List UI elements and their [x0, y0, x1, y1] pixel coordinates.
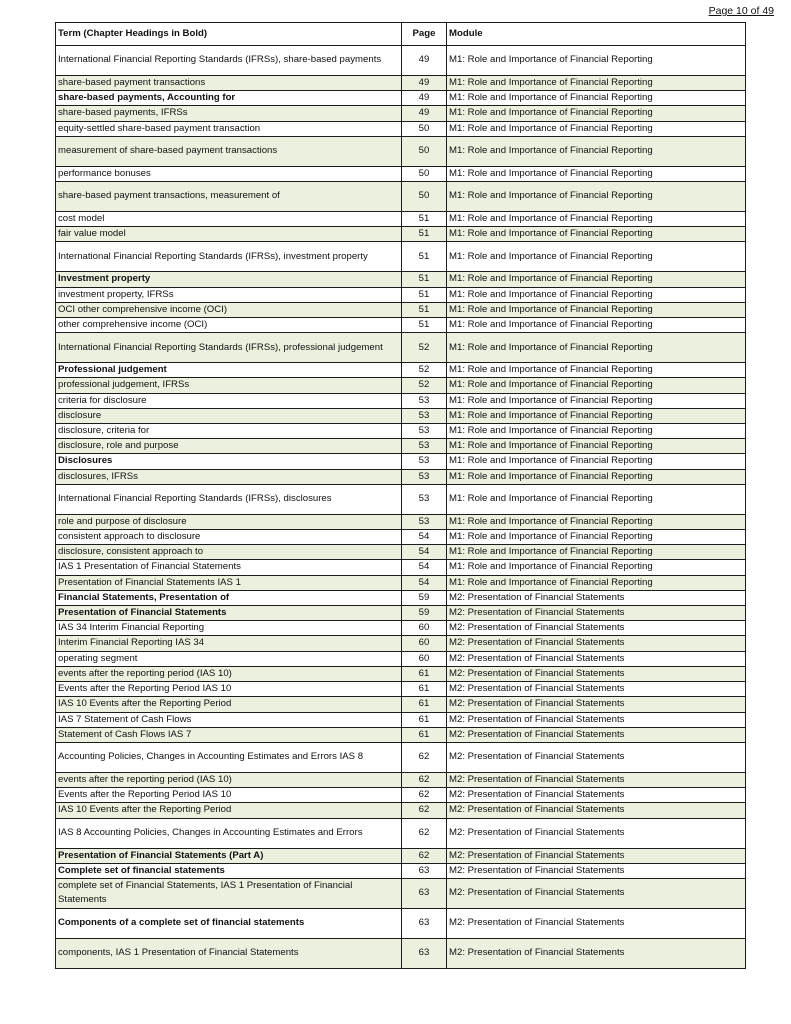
table-row: [56, 182, 746, 212]
row-page: 61: [402, 666, 447, 681]
row-page: 60: [402, 651, 447, 666]
row-page: 62: [402, 772, 447, 787]
row-page: 61: [402, 682, 447, 697]
row-module: M2: Presentation of Financial Statements: [447, 727, 746, 742]
row-page: 62: [402, 818, 447, 848]
table-row: [56, 272, 746, 287]
row-module: M2: Presentation of Financial Statements: [447, 803, 746, 818]
row-page: 63: [402, 938, 447, 968]
row-module: M1: Role and Importance of Financial Reporting: [447, 121, 746, 136]
row-term: Events after the Reporting Period IAS 10: [56, 682, 402, 697]
row-term: IAS 10 Events after the Reporting Period: [56, 803, 402, 818]
row-module: M2: Presentation of Financial Statements: [447, 666, 746, 681]
row-module: M1: Role and Importance of Financial Reporting: [447, 545, 746, 560]
table-row: [56, 408, 746, 423]
row-module: M2: Presentation of Financial Statements: [447, 878, 746, 908]
row-module: M1: Role and Importance of Financial Reporting: [447, 439, 746, 454]
table-row: [56, 651, 746, 666]
table-row: [56, 469, 746, 484]
row-page: 51: [402, 212, 447, 227]
row-module: M2: Presentation of Financial Statements: [447, 682, 746, 697]
row-page: 51: [402, 287, 447, 302]
table-row: [56, 424, 746, 439]
table-row: [56, 742, 746, 772]
row-term: events after the reporting period (IAS 10): [56, 666, 402, 681]
row-module: M2: Presentation of Financial Statements: [447, 697, 746, 712]
row-term: professional judgement, IFRSs: [56, 378, 402, 393]
table-row: [56, 606, 746, 621]
row-term: Components of a complete set of financial statements: [56, 908, 402, 938]
row-term: International Financial Reporting Standards (IFRSs), professional judgement: [56, 333, 402, 363]
row-page: 51: [402, 272, 447, 287]
table-row: [56, 514, 746, 529]
table-row: [56, 697, 746, 712]
table-row: [56, 803, 746, 818]
row-term: disclosures, IFRSs: [56, 469, 402, 484]
row-term: IAS 8 Accounting Policies, Changes in Accounting Estimates and Errors: [56, 818, 402, 848]
table-row: [56, 212, 746, 227]
row-page: 50: [402, 182, 447, 212]
row-term: share-based payment transactions, measurement of: [56, 182, 402, 212]
row-page: 60: [402, 621, 447, 636]
row-page: 63: [402, 908, 447, 938]
row-term: disclosure: [56, 408, 402, 423]
row-page: 49: [402, 106, 447, 121]
row-module: M2: Presentation of Financial Statements: [447, 590, 746, 605]
row-term: performance bonuses: [56, 166, 402, 181]
table-row: [56, 712, 746, 727]
table-row: [56, 818, 746, 848]
row-module: M1: Role and Importance of Financial Reporting: [447, 212, 746, 227]
table-row: [56, 772, 746, 787]
table-row: [56, 106, 746, 121]
row-term: measurement of share-based payment transactions: [56, 136, 402, 166]
row-module: M1: Role and Importance of Financial Reporting: [447, 333, 746, 363]
table-row: [56, 788, 746, 803]
row-module: M1: Role and Importance of Financial Reporting: [447, 136, 746, 166]
row-term: International Financial Reporting Standards (IFRSs), share-based payments: [56, 46, 402, 76]
row-term: Accounting Policies, Changes in Accounting Estimates and Errors IAS 8: [56, 742, 402, 772]
row-module: M1: Role and Importance of Financial Reporting: [447, 484, 746, 514]
row-page: 51: [402, 302, 447, 317]
row-module: M1: Role and Importance of Financial Reporting: [447, 166, 746, 181]
row-term: investment property, IFRSs: [56, 287, 402, 302]
row-term: disclosure, criteria for: [56, 424, 402, 439]
row-module: M2: Presentation of Financial Statements: [447, 908, 746, 938]
row-module: M2: Presentation of Financial Statements: [447, 772, 746, 787]
row-page: 59: [402, 606, 447, 621]
row-module: M2: Presentation of Financial Statements: [447, 606, 746, 621]
row-term: Events after the Reporting Period IAS 10: [56, 788, 402, 803]
row-module: M1: Role and Importance of Financial Reporting: [447, 454, 746, 469]
row-page: 53: [402, 454, 447, 469]
row-module: M2: Presentation of Financial Statements: [447, 621, 746, 636]
table-row: [56, 484, 746, 514]
row-term: International Financial Reporting Standards (IFRSs), investment property: [56, 242, 402, 272]
header-row: [56, 23, 746, 46]
table-row: [56, 590, 746, 605]
row-module: M2: Presentation of Financial Statements: [447, 863, 746, 878]
table-row: [56, 878, 746, 908]
row-page: 54: [402, 575, 447, 590]
row-module: M1: Role and Importance of Financial Reporting: [447, 46, 746, 76]
row-term: Professional judgement: [56, 363, 402, 378]
row-term: share-based payment transactions: [56, 76, 402, 91]
header-term: Term (Chapter Headings in Bold): [56, 23, 402, 46]
table-row: [56, 727, 746, 742]
table-row: [56, 76, 746, 91]
table-row: [56, 621, 746, 636]
row-module: M2: Presentation of Financial Statements: [447, 742, 746, 772]
table-row: [56, 166, 746, 181]
row-page: 62: [402, 742, 447, 772]
row-page: 53: [402, 439, 447, 454]
row-term: Complete set of financial statements: [56, 863, 402, 878]
row-term: complete set of Financial Statements, IAS 1 Presentation of Financial Statements: [56, 878, 402, 908]
row-module: M1: Role and Importance of Financial Reporting: [447, 302, 746, 317]
table-row: [56, 560, 746, 575]
row-module: M1: Role and Importance of Financial Reporting: [447, 560, 746, 575]
row-module: M2: Presentation of Financial Statements: [447, 636, 746, 651]
row-term: International Financial Reporting Standards (IFRSs), disclosures: [56, 484, 402, 514]
row-page: 61: [402, 727, 447, 742]
row-page: 59: [402, 590, 447, 605]
row-term: IAS 34 Interim Financial Reporting: [56, 621, 402, 636]
row-term: share-based payments, IFRSs: [56, 106, 402, 121]
row-module: M1: Role and Importance of Financial Reporting: [447, 318, 746, 333]
row-term: disclosure, consistent approach to: [56, 545, 402, 560]
row-page: 50: [402, 136, 447, 166]
row-page: 54: [402, 560, 447, 575]
row-module: M1: Role and Importance of Financial Reporting: [447, 530, 746, 545]
row-page: 53: [402, 424, 447, 439]
row-page: 52: [402, 363, 447, 378]
row-page: 51: [402, 318, 447, 333]
row-page: 52: [402, 333, 447, 363]
row-term: OCI other comprehensive income (OCI): [56, 302, 402, 317]
row-page: 53: [402, 514, 447, 529]
row-page: 61: [402, 712, 447, 727]
table-row: [56, 227, 746, 242]
row-page: 63: [402, 863, 447, 878]
table-row: [56, 287, 746, 302]
row-term: IAS 1 Presentation of Financial Statements: [56, 560, 402, 575]
row-term: Presentation of Financial Statements (Part A): [56, 848, 402, 863]
table-row: [56, 121, 746, 136]
row-term: IAS 7 Statement of Cash Flows: [56, 712, 402, 727]
row-page: 54: [402, 530, 447, 545]
row-module: M1: Role and Importance of Financial Reporting: [447, 227, 746, 242]
row-term: criteria for disclosure: [56, 393, 402, 408]
row-module: M2: Presentation of Financial Statements: [447, 818, 746, 848]
header-page: Page: [402, 23, 447, 46]
row-module: M1: Role and Importance of Financial Reporting: [447, 393, 746, 408]
row-page: 53: [402, 393, 447, 408]
row-module: M1: Role and Importance of Financial Reporting: [447, 242, 746, 272]
row-page: 50: [402, 166, 447, 181]
row-term: IAS 10 Events after the Reporting Period: [56, 697, 402, 712]
row-module: M1: Role and Importance of Financial Reporting: [447, 514, 746, 529]
table-row: [56, 636, 746, 651]
row-page: 54: [402, 545, 447, 560]
row-module: M1: Role and Importance of Financial Reporting: [447, 363, 746, 378]
header-module: Module: [447, 23, 746, 46]
row-module: M1: Role and Importance of Financial Reporting: [447, 287, 746, 302]
row-module: M1: Role and Importance of Financial Reporting: [447, 469, 746, 484]
row-page: 53: [402, 484, 447, 514]
row-page: 62: [402, 803, 447, 818]
row-page: 63: [402, 878, 447, 908]
row-term: cost model: [56, 212, 402, 227]
row-module: M1: Role and Importance of Financial Reporting: [447, 76, 746, 91]
row-term: Financial Statements, Presentation of: [56, 590, 402, 605]
table-row: [56, 545, 746, 560]
row-module: M1: Role and Importance of Financial Reporting: [447, 106, 746, 121]
row-page: 49: [402, 76, 447, 91]
row-page: 53: [402, 408, 447, 423]
row-term: role and purpose of disclosure: [56, 514, 402, 529]
row-page: 49: [402, 46, 447, 76]
table-row: [56, 333, 746, 363]
row-term: share-based payments, Accounting for: [56, 91, 402, 106]
index-table: [55, 22, 746, 969]
row-page: 61: [402, 697, 447, 712]
row-module: M2: Presentation of Financial Statements: [447, 788, 746, 803]
row-module: M1: Role and Importance of Financial Reporting: [447, 182, 746, 212]
table-row: [56, 318, 746, 333]
table-row: [56, 575, 746, 590]
row-term: events after the reporting period (IAS 10): [56, 772, 402, 787]
table-row: [56, 863, 746, 878]
row-term: fair value model: [56, 227, 402, 242]
row-page: 62: [402, 788, 447, 803]
table-row: [56, 848, 746, 863]
table-row: [56, 908, 746, 938]
row-module: M1: Role and Importance of Financial Reporting: [447, 408, 746, 423]
row-page: 50: [402, 121, 447, 136]
table-row: [56, 439, 746, 454]
row-page: 51: [402, 227, 447, 242]
table-row: [56, 242, 746, 272]
row-module: M2: Presentation of Financial Statements: [447, 848, 746, 863]
row-term: Statement of Cash Flows IAS 7: [56, 727, 402, 742]
table-row: [56, 393, 746, 408]
row-term: Investment property: [56, 272, 402, 287]
table-row: [56, 363, 746, 378]
row-page: 62: [402, 848, 447, 863]
row-term: Interim Financial Reporting IAS 34: [56, 636, 402, 651]
row-term: disclosure, role and purpose: [56, 439, 402, 454]
row-module: M1: Role and Importance of Financial Reporting: [447, 575, 746, 590]
row-page: 60: [402, 636, 447, 651]
row-term: equity-settled share-based payment transaction: [56, 121, 402, 136]
row-term: consistent approach to disclosure: [56, 530, 402, 545]
table-row: [56, 682, 746, 697]
table-body: [56, 46, 746, 969]
row-term: operating segment: [56, 651, 402, 666]
table-row: [56, 46, 746, 76]
page-number: Page 10 of 49: [708, 5, 774, 17]
table-row: [56, 454, 746, 469]
table-row: [56, 378, 746, 393]
row-page: 51: [402, 242, 447, 272]
table-row: [56, 938, 746, 968]
row-term: Presentation of Financial Statements: [56, 606, 402, 621]
row-page: 52: [402, 378, 447, 393]
row-module: M2: Presentation of Financial Statements: [447, 651, 746, 666]
table-row: [56, 666, 746, 681]
row-page: 53: [402, 469, 447, 484]
table-row: [56, 302, 746, 317]
row-module: M1: Role and Importance of Financial Reporting: [447, 91, 746, 106]
row-module: M1: Role and Importance of Financial Reporting: [447, 272, 746, 287]
table-row: [56, 91, 746, 106]
row-term: Presentation of Financial Statements IAS 1: [56, 575, 402, 590]
row-module: M1: Role and Importance of Financial Reporting: [447, 378, 746, 393]
row-module: M2: Presentation of Financial Statements: [447, 938, 746, 968]
table-row: [56, 530, 746, 545]
table-header: [56, 23, 746, 46]
row-page: 49: [402, 91, 447, 106]
table-row: [56, 136, 746, 166]
row-term: Disclosures: [56, 454, 402, 469]
row-term: other comprehensive income (OCI): [56, 318, 402, 333]
row-module: M1: Role and Importance of Financial Reporting: [447, 424, 746, 439]
row-module: M2: Presentation of Financial Statements: [447, 712, 746, 727]
row-term: components, IAS 1 Presentation of Financial Statements: [56, 938, 402, 968]
